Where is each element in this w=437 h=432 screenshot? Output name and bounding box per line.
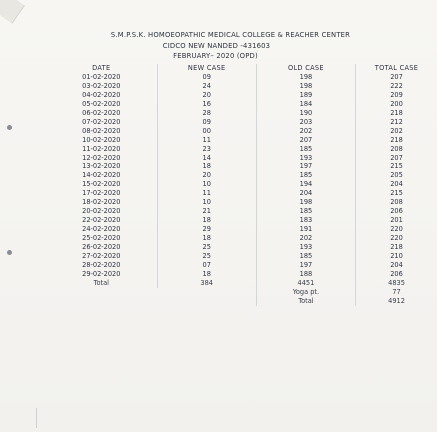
table-row [46, 234, 437, 243]
cell-new-case: 09 [157, 118, 256, 127]
table-row [46, 216, 437, 225]
cell-old-case: 189 [256, 91, 355, 100]
cell-old-case: 204 [256, 189, 355, 198]
yoga-count: 77 [392, 287, 401, 296]
cell-old-case: 197 [256, 162, 355, 171]
cell-new-case: 10 [157, 180, 256, 189]
cell-old-case: 197 [256, 261, 355, 270]
grand-empty-2 [157, 297, 256, 306]
cell-total-case: 220 [390, 225, 403, 234]
column-header-old-case: OLD CASE [256, 64, 355, 73]
cell-old-case: 202 [256, 127, 355, 136]
punch-hole-bottom [7, 250, 12, 255]
cell-new-case: 24 [157, 82, 256, 91]
cell-total-case: 207 [390, 72, 403, 81]
column-header-total-case: TOTAL CASE [374, 64, 419, 72]
cell-date: 05-02-2020 [46, 100, 157, 109]
cell-old-case: 203 [256, 118, 355, 127]
cell-old-case: 193 [256, 154, 355, 163]
cell-old-case: 207 [256, 136, 355, 145]
cell-total-case: 204 [390, 260, 403, 269]
cell-new-case: 28 [157, 109, 256, 118]
cell-new-case: 20 [157, 171, 256, 180]
cell-old-case: 194 [256, 180, 355, 189]
cell-date: 12-02-2020 [46, 154, 157, 163]
cell-date: 22-02-2020 [46, 216, 157, 225]
table-row [46, 198, 437, 207]
grand-total-row [46, 297, 437, 306]
cell-date: 17-02-2020 [46, 189, 157, 198]
column-header-date: DATE [46, 64, 157, 73]
cell-old-case: 191 [256, 225, 355, 234]
cell-old-case: 188 [256, 270, 355, 279]
cell-date: 24-02-2020 [46, 225, 157, 234]
cell-new-case: 25 [157, 243, 256, 252]
cell-date: 13-02-2020 [46, 162, 157, 171]
cell-date: 27-02-2020 [46, 252, 157, 261]
cell-total-case: 206 [390, 207, 403, 216]
grand-empty-1 [46, 297, 157, 306]
cell-new-case: 07 [157, 261, 256, 270]
cell-date: 10-02-2020 [46, 136, 157, 145]
cell-new-case: 11 [157, 189, 256, 198]
table-row [46, 145, 437, 154]
page-corner-fold [0, 0, 25, 24]
cell-old-case: 198 [256, 198, 355, 207]
cell-total-case: 208 [390, 198, 403, 207]
total-total-case: 4835 [388, 278, 405, 287]
cell-total-case: 220 [390, 234, 403, 243]
cell-new-case: 29 [157, 225, 256, 234]
cell-total-case: 222 [390, 81, 403, 90]
yoga-row [46, 288, 437, 297]
institution-address: CIDCO NEW NANDED -431603 [162, 42, 271, 50]
institution-name: S.M.P.S.K. HOMOEOPATHIC MEDICAL COLLEGE & REACHER CENTER [110, 31, 351, 39]
cell-total-case: 218 [390, 135, 403, 144]
cell-date: 29-02-2020 [46, 270, 157, 279]
table-row [46, 189, 437, 198]
cell-new-case: 10 [157, 198, 256, 207]
table-header-row [46, 64, 437, 73]
cell-old-case: 190 [256, 109, 355, 118]
cell-new-case: 21 [157, 207, 256, 216]
cell-old-case: 185 [256, 145, 355, 154]
cell-date: 06-02-2020 [46, 109, 157, 118]
cell-total-case: 201 [390, 216, 403, 225]
cell-date: 18-02-2020 [46, 198, 157, 207]
cell-total-case: 209 [390, 90, 403, 99]
table-row [46, 82, 437, 91]
cell-date: 15-02-2020 [46, 180, 157, 189]
cell-date: 01-02-2020 [46, 73, 157, 82]
opd-cases-table [46, 64, 437, 306]
cell-old-case: 185 [256, 252, 355, 261]
table-row [46, 73, 437, 82]
grand-total-count: 4912 [388, 296, 405, 305]
total-new-case: 384 [157, 279, 256, 288]
table-row [46, 154, 437, 163]
cell-total-case: 218 [390, 243, 403, 252]
cell-old-case: 198 [256, 73, 355, 82]
table-row [46, 91, 437, 100]
total-row [46, 279, 437, 288]
yoga-empty-2 [157, 288, 256, 297]
cell-date: 07-02-2020 [46, 118, 157, 127]
cell-total-case: 210 [390, 252, 403, 261]
cell-date: 11-02-2020 [46, 145, 157, 154]
cell-new-case: 00 [157, 127, 256, 136]
table-row [46, 243, 437, 252]
cell-date: 28-02-2020 [46, 261, 157, 270]
cell-new-case: 18 [157, 162, 256, 171]
cell-total-case: 207 [390, 153, 403, 162]
cell-date: 20-02-2020 [46, 207, 157, 216]
cell-total-case: 206 [390, 269, 403, 278]
cell-old-case: 198 [256, 82, 355, 91]
cell-new-case: 18 [157, 234, 256, 243]
cell-total-case: 208 [390, 144, 403, 153]
cell-old-case: 183 [256, 216, 355, 225]
cell-date: 26-02-2020 [46, 243, 157, 252]
table-row [46, 270, 437, 279]
cell-date: 14-02-2020 [46, 171, 157, 180]
cell-total-case: 202 [390, 126, 403, 135]
cell-date: 04-02-2020 [46, 91, 157, 100]
cell-total-case: 218 [390, 108, 403, 117]
cell-total-case: 205 [390, 171, 403, 180]
table-row [46, 261, 437, 270]
margin-mark [36, 408, 37, 428]
table-row [46, 252, 437, 261]
cell-new-case: 23 [157, 145, 256, 154]
cell-new-case: 25 [157, 252, 256, 261]
total-label: Total [46, 279, 157, 288]
cell-new-case: 18 [157, 270, 256, 279]
table-row [46, 127, 437, 136]
cell-old-case: 185 [256, 207, 355, 216]
total-old-case: 4451 [256, 279, 355, 288]
cell-date: 25-02-2020 [46, 234, 157, 243]
punch-hole-top [7, 125, 12, 130]
table-row [46, 162, 437, 171]
cell-total-case: 212 [390, 117, 403, 126]
cell-new-case: 14 [157, 154, 256, 163]
cell-total-case: 200 [390, 99, 403, 108]
cell-old-case: 193 [256, 243, 355, 252]
table-row [46, 100, 437, 109]
table-row [46, 180, 437, 189]
cell-date: 08-02-2020 [46, 127, 157, 136]
cell-total-case: 215 [390, 162, 403, 171]
table-row [46, 225, 437, 234]
cell-new-case: 16 [157, 100, 256, 109]
cell-total-case: 215 [390, 189, 403, 198]
cell-date: 03-02-2020 [46, 82, 157, 91]
cell-old-case: 185 [256, 171, 355, 180]
column-header-new-case: NEW CASE [157, 64, 256, 73]
grand-total-label: Total [256, 297, 355, 306]
yoga-empty-1 [46, 288, 157, 297]
table-row [46, 136, 437, 145]
cell-total-case: 204 [390, 180, 403, 189]
cell-new-case: 18 [157, 216, 256, 225]
report-period: FEBRUARY– 2020 (OPD) [173, 52, 258, 60]
cell-old-case: 184 [256, 100, 355, 109]
cell-old-case: 202 [256, 234, 355, 243]
cell-new-case: 11 [157, 136, 256, 145]
table-row [46, 207, 437, 216]
table-row [46, 109, 437, 118]
table-row [46, 171, 437, 180]
yoga-label: Yoga pt. [256, 288, 355, 297]
cell-new-case: 20 [157, 91, 256, 100]
cell-new-case: 09 [157, 73, 256, 82]
table-row [46, 118, 437, 127]
